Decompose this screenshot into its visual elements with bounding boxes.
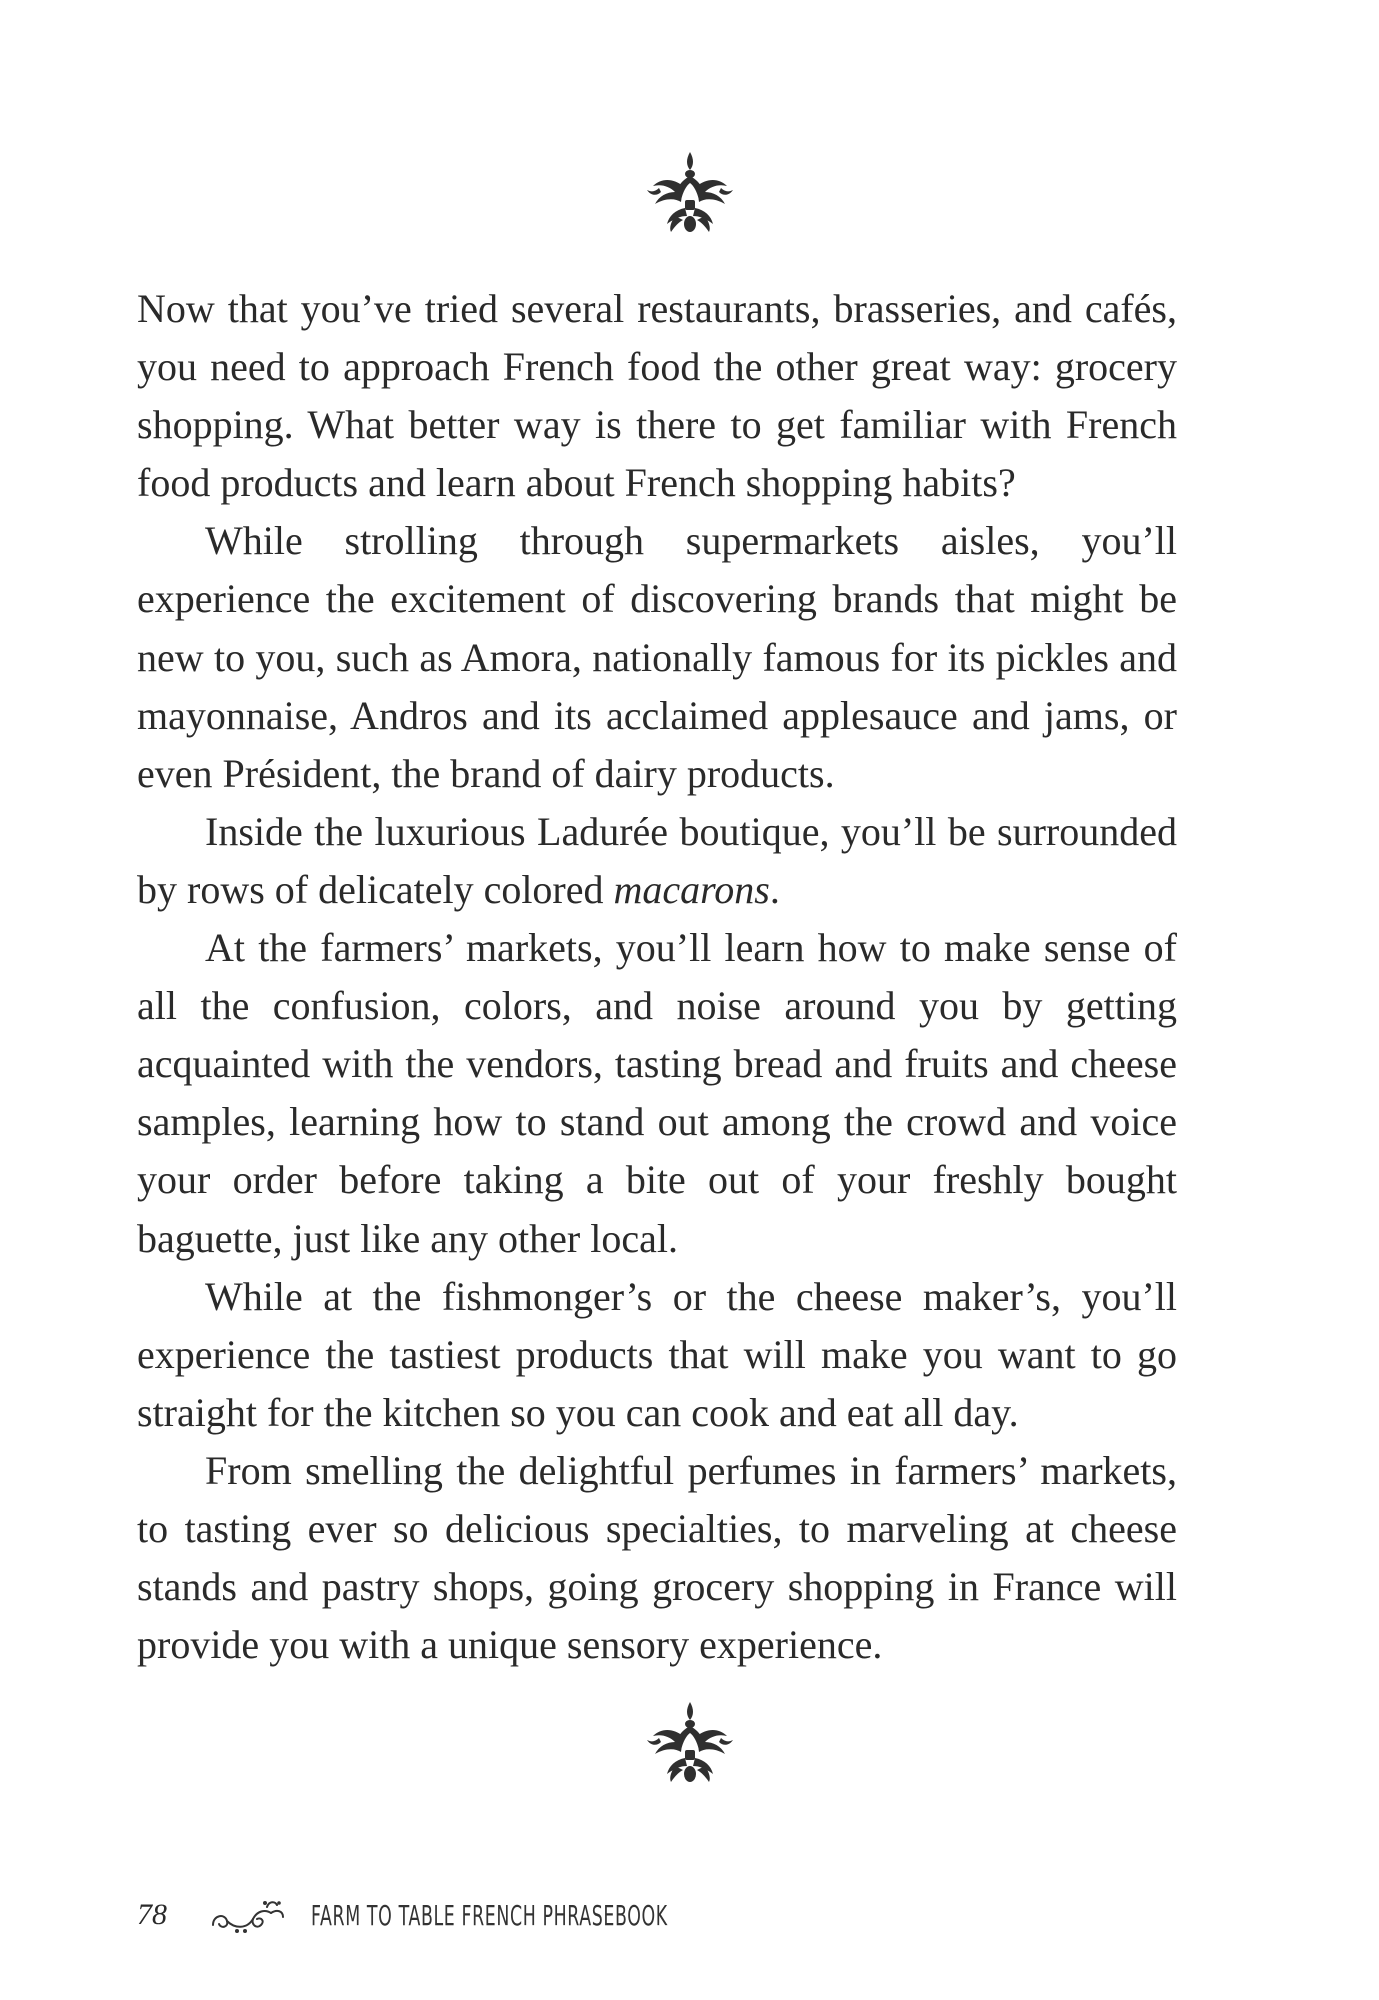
paragraph: At the farmers’ markets, you’ll learn how to make sense of all the confusion, colors, and noise around you by getting acquainted with the vendors, tasting bread and fruits and cheese samples, learning how to stand out among the crowd and voice your order before taking a bite out of your freshly bought baguette, just like any other local.: [137, 925, 1177, 1261]
paragraph-text: .: [769, 866, 780, 912]
page-number: 78: [137, 1898, 167, 1931]
paragraph: While at the fishmonger’s or the cheese maker’s, you’ll experience the tastiest products that will make you want to go straight for the kitchen so you can cook and eat all day.: [137, 1273, 1177, 1435]
ornament-bottom: [0, 1700, 1379, 1784]
paragraph: [137, 803, 1177, 919]
body-text: [137, 280, 1177, 1674]
paragraph: Now that you’ve tried several restaurants, brasseries, and cafés, you need to approach French food the other great way: grocery shopping. What better way is there to get familiar with French food products and learn about French shopping habits?: [137, 286, 1177, 506]
ornament-top: [0, 150, 1379, 234]
fleur-damask-ornament-icon: [645, 1700, 735, 1784]
swirl-flourish-icon: [207, 1895, 287, 1935]
running-title: FARM TO TABLE FRENCH PHRASEBOOK: [311, 1898, 668, 1932]
page-footer: [137, 1890, 886, 1940]
italic-term: macarons: [613, 866, 770, 912]
fleur-damask-ornament-icon: [645, 150, 735, 234]
paragraph: While strolling through supermarkets aisles, you’ll experience the excitement of discovering brands that might be new to you, such as Amora, nationally famous for its pickles and mayonnaise, Andros and its acclaimed applesauce and jams, or even Président, the brand of dairy products.: [137, 518, 1177, 796]
paragraph-text: Inside the luxurious Ladurée boutique, you’ll be surrounded by rows of delicately colored: [137, 808, 1177, 912]
paragraph: From smelling the delightful perfumes in farmers’ markets, to tasting ever so delicious specialties, to marveling at cheese stands and pastry shops, going grocery shopping in France will provide you with a unique sensory experience.: [137, 1447, 1177, 1668]
